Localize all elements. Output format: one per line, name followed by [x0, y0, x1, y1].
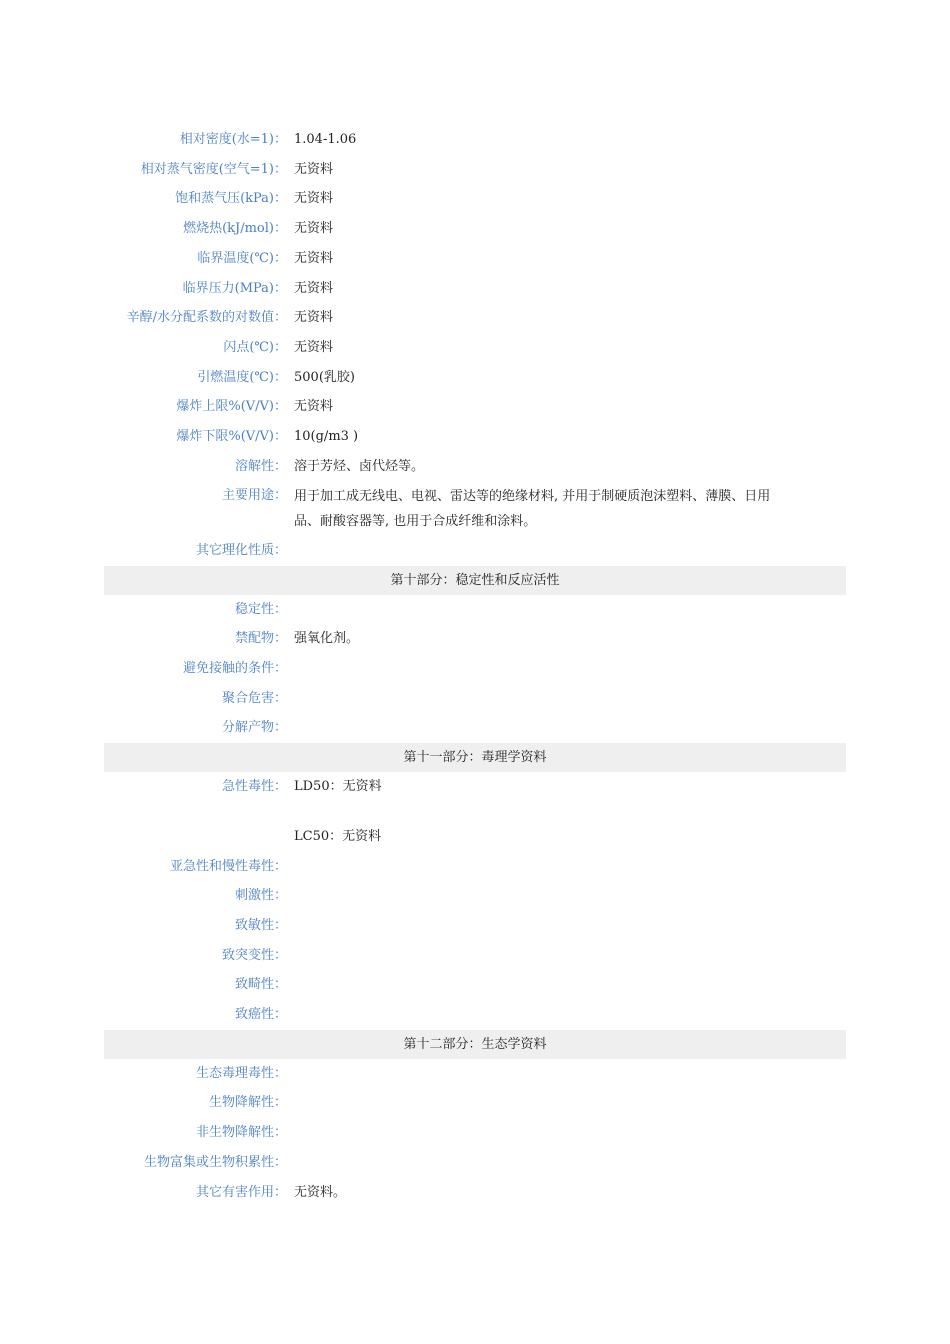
- field-label: 引燃温度(℃)：: [197, 369, 287, 385]
- relative-density-row: [104, 125, 846, 155]
- field-label: 临界压力(MPa)：: [182, 280, 287, 296]
- field-label: 生物降解性：: [208, 1095, 287, 1111]
- main-uses-line-1: 用于加工成无线电、电视、雷达等的绝缘材料, 并用于制硬质泡沫塑料、薄膜、日用: [294, 488, 771, 504]
- field-label: 亚急性和慢性毒性：: [169, 858, 287, 874]
- field-value: 无资料: [294, 339, 334, 355]
- field-label: 其它理化性质：: [195, 542, 287, 558]
- field-label: 避免接触的条件：: [182, 661, 287, 677]
- field-value: 无资料: [294, 161, 334, 177]
- field-value: 无资料: [294, 280, 334, 296]
- field-value: 无资料: [294, 310, 334, 326]
- section-11-header: 第十一部分：毒理学资料: [104, 743, 846, 772]
- lower-explosive-limit-row: [104, 422, 846, 452]
- field-label: 爆炸下限%(V/V)：: [176, 429, 287, 445]
- other-properties-row: [104, 536, 846, 566]
- field-label: 相对密度(水=1)：: [179, 132, 287, 147]
- critical-pressure-row: [104, 274, 846, 304]
- bioaccumulation-row: [104, 1148, 846, 1178]
- field-label: 生物富集或生物积累性：: [143, 1154, 287, 1170]
- lc50-value: LC50：无资料: [294, 828, 382, 844]
- ecotoxicity-row: [104, 1059, 846, 1089]
- saturated-vapor-pressure-row: [104, 184, 846, 214]
- mutagenicity-row: [104, 941, 846, 971]
- field-label: 致突变性：: [221, 947, 287, 963]
- field-label: 辛醇/水分配系数的对数值：: [126, 310, 287, 326]
- decomposition-products-row: [104, 713, 846, 743]
- field-label: 刺激性：: [234, 888, 287, 904]
- sensitization-row: [104, 911, 846, 941]
- field-value: [287, 772, 846, 851]
- acute-toxicity-row: [104, 772, 846, 851]
- field-value: 强氧化剂。: [294, 631, 360, 647]
- teratogenicity-row: [104, 970, 846, 1000]
- field-label: 主要用途：: [221, 488, 287, 504]
- incompatible-materials-row: [104, 624, 846, 654]
- field-label: 燃烧热(kJ/mol)：: [183, 221, 287, 237]
- solubility-row: [104, 452, 846, 482]
- conditions-to-avoid-row: [104, 654, 846, 684]
- field-label: 闪点(℃)：: [223, 339, 287, 355]
- main-uses-line-2: 品、耐酸容器等, 也用于合成纤维和涂料。: [294, 513, 537, 529]
- field-label: 致畸性：: [234, 977, 287, 993]
- field-label: 分解产物：: [221, 720, 287, 736]
- irritation-row: [104, 881, 846, 911]
- abiotic-degradability-row: [104, 1118, 846, 1148]
- field-value: 无资料: [294, 221, 334, 237]
- field-label: 稳定性：: [234, 601, 287, 617]
- field-value: 无资料。: [294, 1184, 347, 1200]
- field-label: 致敏性：: [234, 917, 287, 933]
- field-value: 无资料: [294, 250, 334, 266]
- polymerization-hazard-row: [104, 684, 846, 714]
- msds-sheet: [104, 125, 846, 1207]
- field-value: 无资料: [294, 191, 334, 207]
- upper-explosive-limit-row: [104, 392, 846, 422]
- field-label: 非生物降解性：: [195, 1125, 287, 1141]
- partition-coefficient-row: [104, 303, 846, 333]
- field-value: 无资料: [294, 399, 334, 415]
- biodegradability-row: [104, 1088, 846, 1118]
- critical-temperature-row: [104, 244, 846, 274]
- field-value: 1.04-1.06: [294, 132, 357, 147]
- field-value: [287, 481, 846, 536]
- flash-point-row: [104, 333, 846, 363]
- relative-vapor-density-row: [104, 155, 846, 185]
- heat-of-combustion-row: [104, 214, 846, 244]
- field-label: 临界温度(℃)：: [197, 250, 287, 266]
- field-label: 生态毒理毒性：: [195, 1065, 287, 1081]
- field-value: 500(乳胶): [294, 369, 355, 385]
- field-label: 相对蒸气密度(空气=1)：: [140, 161, 287, 177]
- field-label: 爆炸上限%(V/V)：: [176, 399, 287, 415]
- ld50-value: LD50：无资料: [294, 779, 382, 795]
- field-label: 其它有害作用：: [195, 1184, 287, 1200]
- carcinogenicity-row: [104, 1000, 846, 1030]
- field-label: 禁配物：: [234, 631, 287, 647]
- ignition-temperature-row: [104, 363, 846, 393]
- field-label: 聚合危害：: [221, 690, 287, 706]
- main-uses-row: [104, 481, 846, 536]
- other-harmful-effects-row: [104, 1178, 846, 1208]
- stability-row: [104, 595, 846, 625]
- section-12-header: 第十二部分：生态学资料: [104, 1030, 846, 1059]
- field-label: 致癌性：: [234, 1007, 287, 1023]
- field-value: 溶于芳烃、卤代烃等。: [294, 458, 425, 474]
- chronic-toxicity-row: [104, 852, 846, 882]
- field-value: 10(g/m3 ): [294, 429, 359, 445]
- field-label: 饱和蒸气压(kPa)：: [175, 191, 287, 207]
- section-10-header: 第十部分：稳定性和反应活性: [104, 566, 846, 595]
- field-label: 急性毒性：: [221, 779, 287, 795]
- field-label: 溶解性：: [234, 458, 287, 474]
